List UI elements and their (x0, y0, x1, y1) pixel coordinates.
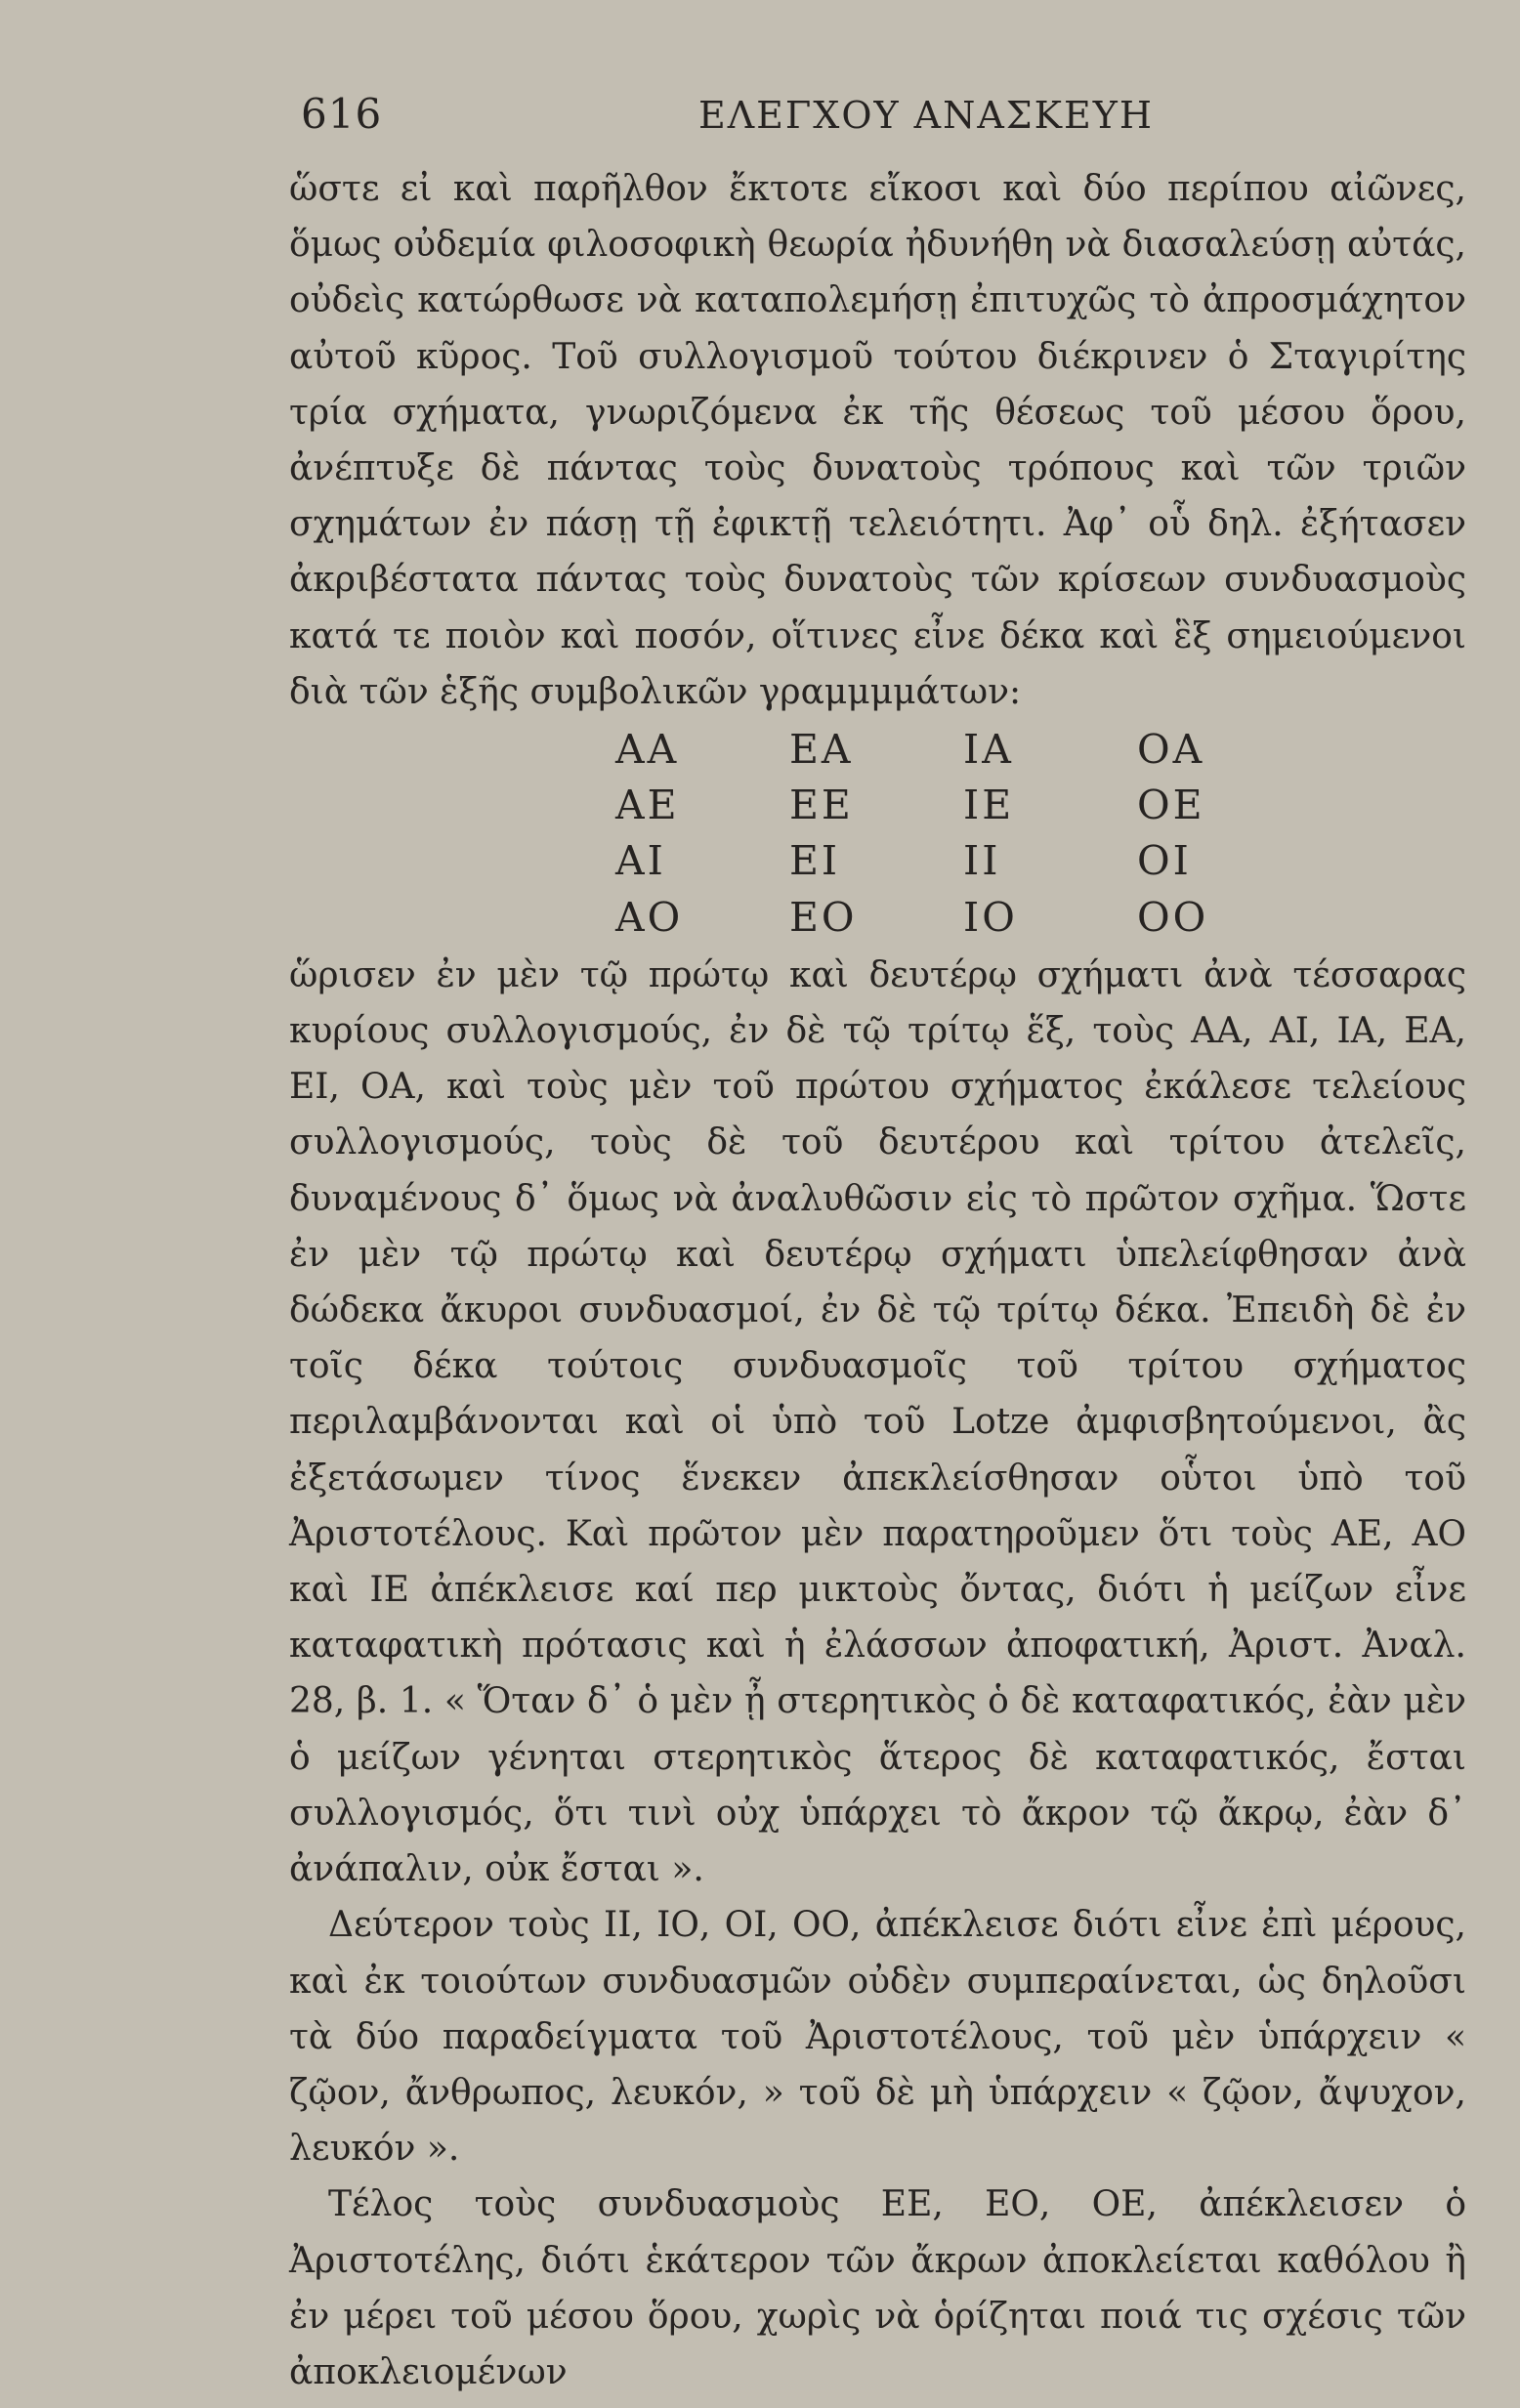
symbol-cell: ΕΟ (789, 893, 858, 941)
symbol-cell: ΑΙ (615, 837, 666, 885)
symbol-cell: ΙΙ (963, 837, 1001, 885)
symbol-cell: ΟΙ (1137, 837, 1192, 885)
symbol-cell: ΟΑ (1137, 726, 1205, 774)
symbol-cell: ΑΑ (615, 726, 680, 774)
symbol-row (615, 778, 1311, 833)
paragraph-4: Τέλος τοὺς συνδυασμοὺς ΕΕ, ΕΟ, ΟΕ, ἀπέκλεισεν ὁ Ἀριστοτέλης, διότι ἑκάτερον τῶν ἄκρων ἀποκλείεται καθόλου ἢ ἐν μέρει τοῦ μέσου ὅρου, χωρὶς νὰ ὁρίζηται ποιά τις σχέσις τῶν ἀποκλειομένων (289, 2184, 1466, 2392)
symbol-cell: ΙΕ (963, 782, 1015, 829)
running-title: ΕΛΕΓΧΟΥ ΑΝΑΣΚΕΥΗ (698, 94, 1155, 137)
symbol-cell: ΙΑ (963, 726, 1014, 774)
page-header (293, 90, 1446, 148)
symbol-cell: ΙΟ (963, 893, 1018, 941)
paragraph-1: ὥστε εἰ καὶ παρῆλθον ἔκτοτε εἴκοσι καὶ δύο περίπου αἰῶνες, ὅμως οὐδεμία φιλοσοφικὴ θεωρία ἠδυνήθη νὰ διασαλεύσῃ αὐτάς, οὐδεὶς κατώρθωσε νὰ καταπολεμήσῃ ἐπιτυχῶς τὸ ἀπροσμάχητον αὐτοῦ κῦρος. Τοῦ συλλογισμοῦ τούτου διέκρινεν ὁ Σταγιρίτης τρία σχήματα, γνωριζόμενα ἐκ τῆς θέσεως τοῦ μέσου ὅρου, ἀνέπτυξε δὲ πάντας τοὺς δυνατοὺς τρόπους καὶ τῶν τριῶν σχημάτων ἐν πάσῃ τῇ ἐφικτῇ τελειότητι. Ἀφ᾽ οὗ δηλ. ἐξήτασεν ἀκριβέστατα πάντας τοὺς δυνατοὺς τῶν κρίσεων συνδυασμοὺς κατά τε ποιὸν καὶ ποσόν, οἵτινες εἶνε δέκα καὶ ἓξ σημειούμενοι διὰ τῶν ἑξῆς συμβολικῶν γραμμμμάτων: (289, 169, 1466, 712)
symbol-row (615, 890, 1311, 946)
symbol-cell: ΑΟ (615, 893, 684, 941)
symbol-row (615, 722, 1311, 778)
symbol-row (615, 833, 1311, 889)
page-body (289, 161, 1466, 2400)
symbol-cell: ΑΕ (615, 782, 680, 829)
symbol-cell: ΕΙ (789, 837, 841, 885)
symbol-cell: ΕΕ (789, 782, 854, 829)
paragraph-3: Δεύτερον τοὺς ΙΙ, ΙΟ, ΟΙ, ΟΟ, ἀπέκλεισε διότι εἶνε ἐπὶ μέρους, καὶ ἐκ τοιούτων συνδυασμῶν οὐδὲν συμπεραίνεται, ὡς δηλοῦσι τὰ δύο παραδείγματα τοῦ Ἀριστοτέλους, τοῦ μὲν ὑπάρχειν « ζῷον, ἄνθρωπος, λευκόν, » τοῦ δὲ μὴ ὑπάρχειν « ζῷον, ἄψυχον, λευκόν ». (289, 1905, 1466, 2170)
symbol-cell: ΟΟ (1137, 893, 1209, 941)
symbol-table (615, 722, 1311, 946)
symbol-cell: ΟΕ (1137, 782, 1205, 829)
page-number: 616 (301, 90, 383, 138)
paragraph-2: ὥρισεν ἐν μὲν τῷ πρώτῳ καὶ δευτέρῳ σχήματι ἀνὰ τέσσαρας κυρίους συλλογισμούς, ἐν δὲ τῷ τρίτῳ ἕξ, τοὺς ΑΑ, ΑΙ, ΙΑ, ΕΑ, ΕΙ, ΟΑ, καὶ τοὺς μὲν τοῦ πρώτου σχήματος ἐκάλεσε τελείους συλλογισμούς, τοὺς δὲ τοῦ δευτέρου καὶ τρίτου ἀτελεῖς, δυναμένους δ᾽ ὅμως νὰ ἀναλυθῶσιν εἰς τὸ πρῶτον σχῆμα. Ὥστε ἐν μὲν τῷ πρώτῳ καὶ δευτέρῳ σχήματι ὑπελείφθησαν ἀνὰ δώδεκα ἄκυροι συνδυασμοί, ἐν δὲ τῷ τρίτῳ δέκα. Ἐπειδὴ δὲ ἐν τοῖς δέκα τούτοις συνδυασμοῖς τοῦ τρίτου σχήματος περιλαμβάνονται καὶ οἱ ὑπὸ τοῦ Lotze ἀμφισβητούμενοι, ἂς ἐξετάσωμεν τίνος ἕνεκεν ἀπεκλείσθησαν οὗτοι ὑπὸ τοῦ Ἀριστοτέλους. Καὶ πρῶτον μὲν παρατηροῦμεν ὅτι τοὺς ΑΕ, ΑΟ καὶ ΙΕ ἀπέκλεισε καί περ μικτοὺς ὄντας, διότι ἡ μείζων εἶνε καταφατικὴ πρότασις καὶ ἡ ἐλάσσων ἀποφατική, Ἀριστ. Ἀναλ. 28, β. 1. « Ὅταν δ᾽ ὁ μὲν ᾖ στερητικὸς ὁ δὲ καταφατικός, ἐὰν μὲν ὁ μείζων γένηται στερητικὸς ἅτερος δὲ καταφατικός, ἔσται συλλογισμός, ὅτι τινὶ οὐχ ὑπάρχει τὸ ἄκρον τῷ ἄκρῳ, ἐὰν δ᾽ ἀνάπαλιν, οὐκ ἔσται ». (289, 954, 1466, 1890)
symbol-cell: ΕΑ (789, 726, 854, 774)
